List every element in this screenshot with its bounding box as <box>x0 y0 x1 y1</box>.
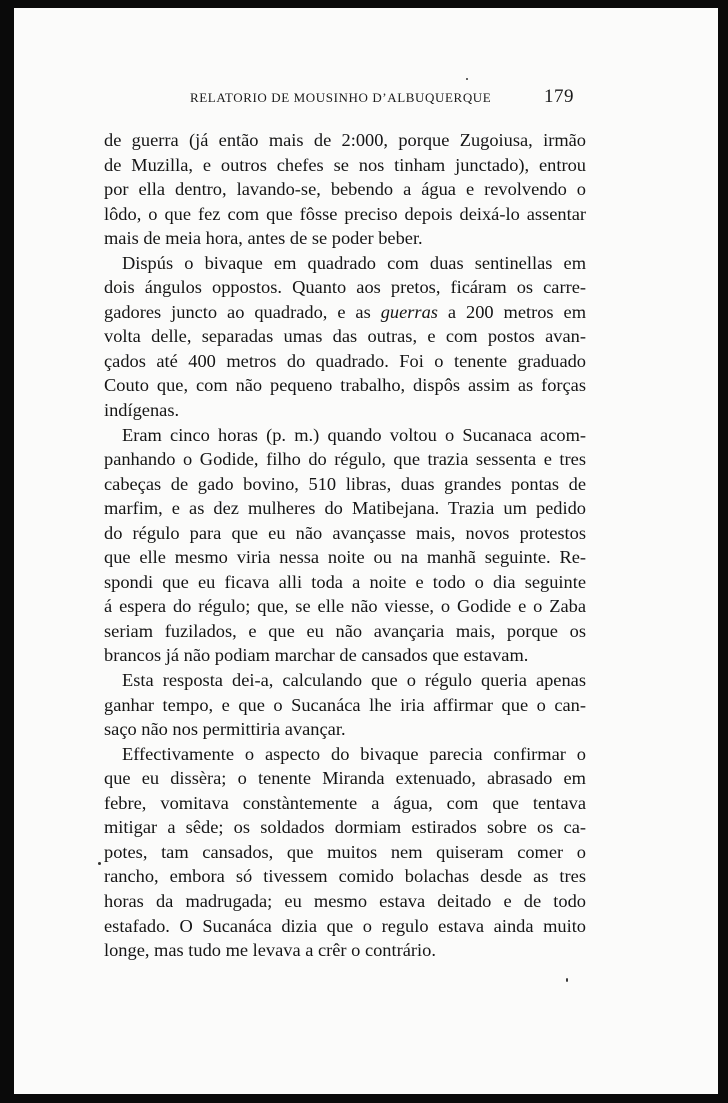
page-number: 179 <box>544 86 574 107</box>
text-line: Effectivamente o aspecto do bivaque parecia confirmar o <box>122 743 586 764</box>
text-line: horas da madrugada; eu mesmo estava deitado e de todo <box>104 890 586 911</box>
text-line: longe, mas tudo me levava a crêr o contrário. <box>104 940 436 961</box>
text-line: panhando o Godide, filho do régulo, que trazia sessenta e tres <box>104 449 586 470</box>
text-line <box>104 300 586 325</box>
text-line: Esta resposta dei-a, calculando que o régulo queria apenas <box>122 670 586 691</box>
text-line: saço não nos permittiria avançar. <box>104 719 346 740</box>
text-line: Couto que, com não pequeno trabalho, dispôs assim as forças <box>104 375 586 396</box>
print-speck <box>98 862 101 865</box>
print-speck <box>466 78 468 80</box>
running-title: RELATORIO DE MOUSINHO D’ALBUQUERQUE <box>190 90 492 105</box>
text-line: por ella dentro, lavando-se, bebendo a água e revolvendo o <box>104 179 586 200</box>
scan-border-right <box>718 0 728 1103</box>
text-line: cabeças de gado bovino, 510 libras, duas grandes pontas de <box>104 473 586 494</box>
text-line: çados até 400 metros do quadrado. Foi o tenente graduado <box>104 350 586 371</box>
text-line: rancho, embora só tivessem comido bolachas desde as tres <box>104 866 586 887</box>
text-line: ganhar tempo, e que o Sucanáca lhe iria affirmar que o can- <box>104 694 586 715</box>
page-header <box>190 86 574 110</box>
scan-border-bottom <box>0 1094 728 1103</box>
text-line: estafado. O Sucanáca dizia que o regulo estava ainda muito <box>104 915 586 936</box>
text-line: de guerra (já então mais de 2:000, porque Zugoiusa, irmão <box>104 130 586 150</box>
text-segment: gadores juncto ao quadrado, e as <box>104 301 371 322</box>
text-line: Eram cinco horas (p. m.) quando voltou o Sucanaca acom- <box>122 424 586 445</box>
body-text <box>104 128 586 963</box>
text-line: mais de meia hora, antes de se poder beber. <box>104 228 423 249</box>
text-line: dois ángulos oppostos. Quanto aos pretos, ficáram os carre- <box>104 277 586 298</box>
scan-border-top <box>0 0 728 8</box>
text-line: á espera do régulo; que, se elle não viesse, o Godide e o Zaba <box>104 596 586 617</box>
text-line: febre, vomitava constàntemente a água, com que tentava <box>104 792 586 813</box>
print-speck <box>566 978 568 982</box>
text-line: indígenas. <box>104 400 180 421</box>
text-segment: a 200 metros em <box>447 301 586 322</box>
text-line: do régulo para que eu não avançasse mais, novos protestos <box>104 522 586 543</box>
text-line: brancos já não podiam marchar de cansados que estavam. <box>104 645 529 666</box>
text-line: de Muzilla, e outros chefes se nos tinham junctado), entrou <box>104 154 586 175</box>
text-line: marfim, e as dez mulheres do Matibejana. Trazia um pedido <box>104 498 586 519</box>
text-line: volta delle, separadas umas das outras, e com postos avan- <box>104 326 586 347</box>
scan-border-left <box>0 0 14 1103</box>
text-line: que eu dissèra; o tenente Miranda extenuado, abrasado em <box>104 768 586 789</box>
text-line: lôdo, o que fez com que fôsse preciso depois deixá-lo assentar <box>104 203 586 224</box>
italic-word: guerras <box>380 301 438 322</box>
text-line: seriam fuzilados, e que eu não avançaria mais, porque os <box>104 620 586 641</box>
text-line: Dispús o bivaque em quadrado com duas sentinellas em <box>122 252 586 273</box>
text-line: que elle mesmo viria nessa noite ou na manhã seguinte. Re- <box>104 547 586 568</box>
text-line: potes, tam cansados, que muitos nem quiseram comer o <box>104 841 586 862</box>
text-line: mitigar a sêde; os soldados dormiam estirados sobre os ca- <box>104 817 586 838</box>
text-line: spondi que eu ficava alli toda a noite e todo o dia seguinte <box>104 571 586 592</box>
